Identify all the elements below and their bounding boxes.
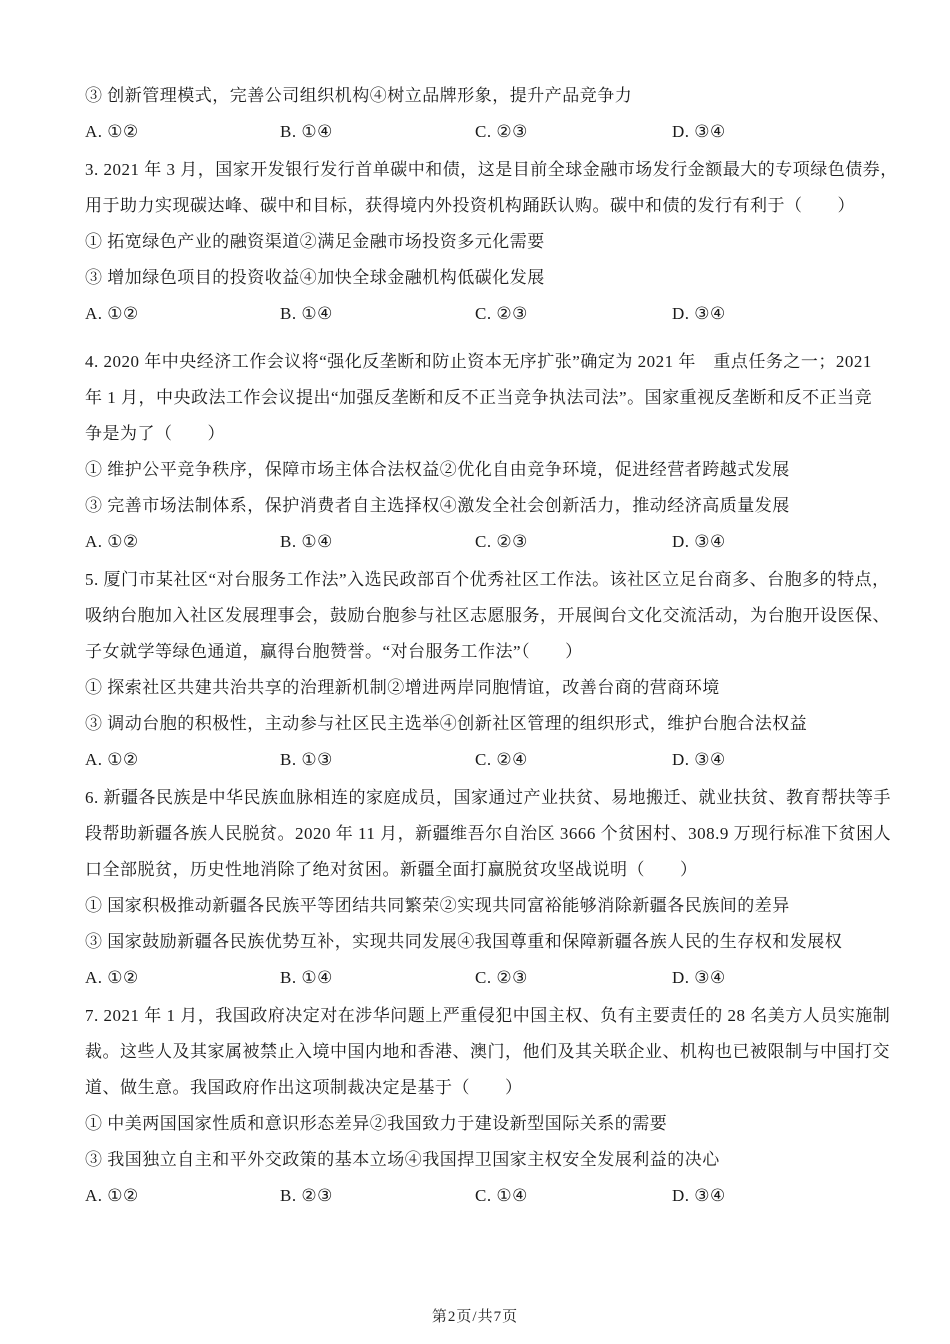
option-label: D. ③④ [672,122,726,141]
question-text-line: ① 维护公平竞争秩序，保障市场主体合法权益②优化自由竞争环境，促进经营者跨越式发展 [85,460,790,479]
question-text-line: ③ 完善市场法制体系，保护消费者自主选择权④激发全社会创新活力，推动经济高质量发展 [85,496,790,515]
options-row [85,524,870,560]
question-text-line: ③ 国家鼓励新疆各民族优势互补，实现共同发展④我国尊重和保障新疆各族人民的生存权和发展权 [85,932,843,951]
option-label: B. ①④ [280,122,333,141]
question-text-line: ① 拓宽绿色产业的融资渠道②满足金融市场投资多元化需要 [85,232,545,251]
option-label: C. ②③ [475,532,528,551]
question-text-line: ③ 创新管理模式，完善公司组织机构④树立品牌形象，提升产品竞争力 [85,86,633,105]
option-label: D. ③④ [672,532,726,551]
option-label: A. ①② [85,1186,139,1205]
question-text-line: 用于助力实现碳达峰、碳中和目标，获得境内外投资机构踊跃认购。碳中和债的发行有利于（ ） [85,196,855,215]
options-row [85,1178,870,1214]
question-text-line: 5. 厦门市某社区“对台服务工作法”入选民政部百个优秀社区工作法。该社区立足台商多、台胞多的特点， [85,570,890,589]
question-list [85,78,898,1216]
question-text-line: ③ 我国独立自主和平外交政策的基本立场④我国捍卫国家主权安全发展利益的决心 [85,1150,720,1169]
question-text-line: 子女就学等绿色通道，赢得台胞赞誉。“对台服务工作法”（ ） [85,642,583,661]
question-text-line: 4. 2020 年中央经济工作会议将“强化反垄断和防止资本无序扩张”确定为 2021 年 重点任务之一；2021 [85,352,872,371]
question-text-line: 裁。这些人及其家属被禁止入境中国内地和香港、澳门，他们及其关联企业、机构也已被限制与中国打交 [85,1042,890,1061]
question-block [85,344,873,560]
option-label: A. ①② [85,304,139,323]
options-row [85,114,870,150]
question-block [85,780,892,996]
option-label: B. ①④ [280,968,333,987]
question-text-line: 3. 2021 年 3 月，国家开发银行发行首单碳中和债，这是目前全球金融市场发行金额最大的专项绿色债券， [85,160,898,179]
question-block [85,78,870,150]
option-label: B. ①③ [280,750,333,769]
question-text-line: 吸纳台胞加入社区发展理事会，鼓励台胞参与社区志愿服务，开展闽台文化交流活动，为台胞开设医保、 [85,606,890,625]
question-text-line: 口全部脱贫，历史性地消除了绝对贫困。新疆全面打赢脱贫攻坚战说明（ ） [85,860,698,879]
option-label: C. ②③ [475,968,528,987]
question-text-line: 7. 2021 年 1 月，我国政府决定对在涉华问题上严重侵犯中国主权、负有主要责任的 28 名美方人员实施制 [85,1006,891,1025]
question-text-line: 年 1 月，中央政法工作会议提出“加强反垄断和反不正当竞争执法司法”。国家重视反垄断和反不正当竞 [85,388,873,407]
option-label: D. ③④ [672,750,726,769]
option-label: B. ①④ [280,304,333,323]
question-text-line: ① 中美两国国家性质和意识形态差异②我国致力于建设新型国际关系的需要 [85,1114,668,1133]
option-label: C. ②④ [475,750,528,769]
question-text-line: ① 国家积极推动新疆各民族平等团结共同繁荣②实现共同富裕能够消除新疆各民族间的差异 [85,896,790,915]
question-text-line: 段帮助新疆各族人民脱贫。2020 年 11 月，新疆维吾尔自治区 3666 个贫困村、308.9 万现行标准下贫困人 [85,824,892,843]
question-block [85,998,891,1214]
question-text-line: ① 探索社区共建共治共享的治理新机制②增进两岸同胞情谊，改善台商的营商环境 [85,678,720,697]
option-label: D. ③④ [672,304,726,323]
question-block [85,152,898,332]
options-row [85,296,870,332]
question-text-line: ③ 增加绿色项目的投资收益④加快全球金融机构低碳化发展 [85,268,545,287]
question-block [85,562,890,778]
option-label: D. ③④ [672,1186,726,1205]
option-label: C. ①④ [475,1186,528,1205]
question-text-line: 道、做生意。我国政府作出这项制裁决定是基于（ ） [85,1078,523,1097]
option-label: B. ②③ [280,1186,333,1205]
option-label: A. ①② [85,122,139,141]
options-row [85,960,870,996]
question-text-line: ③ 调动台胞的积极性，主动参与社区民主选举④创新社区管理的组织形式，维护台胞合法权益 [85,714,808,733]
option-label: C. ②③ [475,122,528,141]
question-text-line: 6. 新疆各民族是中华民族血脉相连的家庭成员，国家通过产业扶贫、易地搬迁、就业扶贫、教育帮扶等手 [85,788,891,807]
options-row [85,742,870,778]
option-label: A. ①② [85,968,139,987]
option-label: C. ②③ [475,304,528,323]
page-footer: 第2页/共7页 [431,1309,519,1325]
option-label: A. ①② [85,750,139,769]
option-label: B. ①④ [280,532,333,551]
question-text-line: 争是为了（ ） [85,424,225,443]
option-label: A. ①② [85,532,139,551]
option-label: D. ③④ [672,968,726,987]
